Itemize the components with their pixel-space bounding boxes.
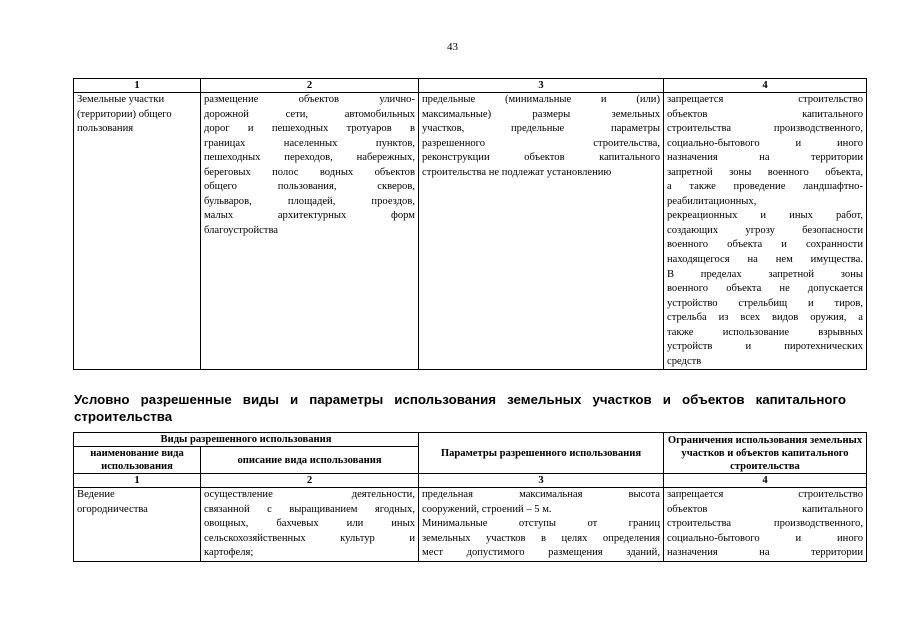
table-row — [74, 488, 867, 562]
use-name-cell — [74, 93, 201, 370]
cell-line: реабилитационных, — [667, 195, 757, 207]
cell-line: запретной зоны военного объекта, — [667, 166, 863, 178]
parameters-cell — [419, 488, 664, 562]
cell-line: максимальные) размеры земельных — [422, 108, 660, 120]
cell-line: назначения на территории — [667, 152, 863, 164]
table-header-row — [74, 433, 867, 447]
cell-line: малых архитектурных форм — [204, 210, 415, 222]
section-heading-line: строительства — [74, 409, 173, 424]
column-number-row — [74, 79, 867, 93]
cell-line: запрещается строительство — [667, 489, 863, 500]
cell-line: В пределах запретной зоны — [667, 268, 863, 280]
cell-line: дорожной сети, автомобильных — [204, 108, 415, 120]
cell-line: предельные (минимальные и (или) — [422, 94, 660, 105]
table-row — [74, 93, 867, 370]
restrictions-table-top — [73, 78, 867, 370]
cell-line: осуществление деятельности, — [204, 489, 415, 500]
cell-line: (территории) общего — [77, 108, 172, 120]
header-use-name: наименование вида использования — [74, 447, 201, 474]
column-number-row — [74, 474, 867, 488]
cell-line: участков, предельные параметры — [422, 123, 660, 135]
use-name-cell — [74, 488, 201, 562]
cell-line: назначения на территории — [667, 547, 863, 559]
header-restrictions: Ограничения использования земельных участков и объектов капитального строительства — [664, 433, 867, 474]
cell-line: бульваров, площадей, проездов, — [204, 195, 415, 207]
cell-line: находящегося на нем имущества. — [667, 254, 863, 266]
conditional-uses-table — [73, 432, 867, 562]
header-parameters: Параметры разрешенного использования — [419, 433, 664, 474]
cell-line: строительства производственного, — [667, 518, 863, 530]
cell-line: запрещается строительство — [667, 94, 863, 105]
cell-line: средств — [667, 355, 702, 367]
column-number: 4 — [664, 79, 867, 93]
cell-line: предельная максимальная высота — [422, 489, 660, 500]
column-number: 1 — [74, 474, 201, 488]
cell-line: социально-бытового и иного — [667, 137, 863, 149]
restrictions-cell — [664, 488, 867, 562]
cell-line: сооружений, строений – 5 м. — [422, 503, 552, 515]
cell-line: картофеля; — [204, 547, 254, 559]
header-use-description: описание вида использования — [201, 447, 419, 474]
cell-line: социально-бытового и иного — [667, 532, 863, 544]
cell-line: огородничества — [77, 503, 148, 515]
cell-line: мест допустимого размещения зданий, — [422, 547, 660, 559]
cell-line: сельскохозяйственных культур и — [204, 532, 415, 544]
cell-line: береговых полос водных объектов — [204, 166, 415, 178]
cell-line: рекреационных и иных работ, — [667, 210, 863, 222]
cell-line: создающих угрозу безопасности — [667, 224, 863, 236]
column-number: 2 — [201, 474, 419, 488]
cell-line: также использование взрывных — [667, 326, 863, 338]
cell-line: военного объекта не допускается — [667, 283, 863, 295]
cell-line: общего пользования, скверов, — [204, 181, 415, 193]
cell-line: дорог и пешеходных тротуаров в — [204, 123, 415, 135]
parameters-cell — [419, 93, 664, 370]
cell-line: объектов капитального — [667, 503, 863, 515]
cell-line: связанной с выращиванием ягодных, — [204, 503, 415, 515]
cell-line: строительства производственного, — [667, 123, 863, 135]
cell-line: военного объекта и сохранности — [667, 239, 863, 251]
cell-line: овощных, бахчевых или иных — [204, 518, 415, 530]
cell-line: Минимальные отступы от границ — [422, 518, 660, 530]
section-heading — [74, 391, 846, 425]
restrictions-cell — [664, 93, 867, 370]
cell-line: Земельные участки — [77, 94, 165, 105]
cell-line: благоустройства — [204, 224, 279, 236]
cell-line: стрельба из всех видов оружия, а — [667, 312, 863, 324]
cell-line: земельных участков в целях определения — [422, 532, 660, 544]
cell-line: Ведение — [77, 489, 115, 500]
column-number: 4 — [664, 474, 867, 488]
column-number: 1 — [74, 79, 201, 93]
use-description-cell — [201, 488, 419, 562]
cell-line: размещение объектов улично- — [204, 94, 415, 105]
cell-line: пользования — [77, 123, 134, 135]
cell-line: реконструкции объектов капитального — [422, 152, 660, 164]
column-number: 3 — [419, 79, 664, 93]
cell-line: пешеходных переходов, набережных, — [204, 152, 415, 164]
page-number: 43 — [447, 41, 458, 53]
header-permitted-uses: Виды разрешенного использования — [74, 433, 419, 447]
column-number: 3 — [419, 474, 664, 488]
section-heading-line: Условно разрешенные виды и параметры использования земельных участков и объектов капитального — [74, 392, 846, 407]
cell-line: а также проведение ландшафтно- — [667, 181, 863, 193]
cell-line: разрешенного строительства, — [422, 137, 660, 149]
use-description-cell — [201, 93, 419, 370]
column-number: 2 — [201, 79, 419, 93]
cell-line: границах населенных пунктов, — [204, 137, 415, 149]
cell-line: устройство стрельбищ и тиров, — [667, 297, 863, 309]
cell-line: объектов капитального — [667, 108, 863, 120]
cell-line: строительства не подлежат установлению — [422, 166, 612, 178]
cell-line: устройств и пиротехнических — [667, 341, 863, 353]
